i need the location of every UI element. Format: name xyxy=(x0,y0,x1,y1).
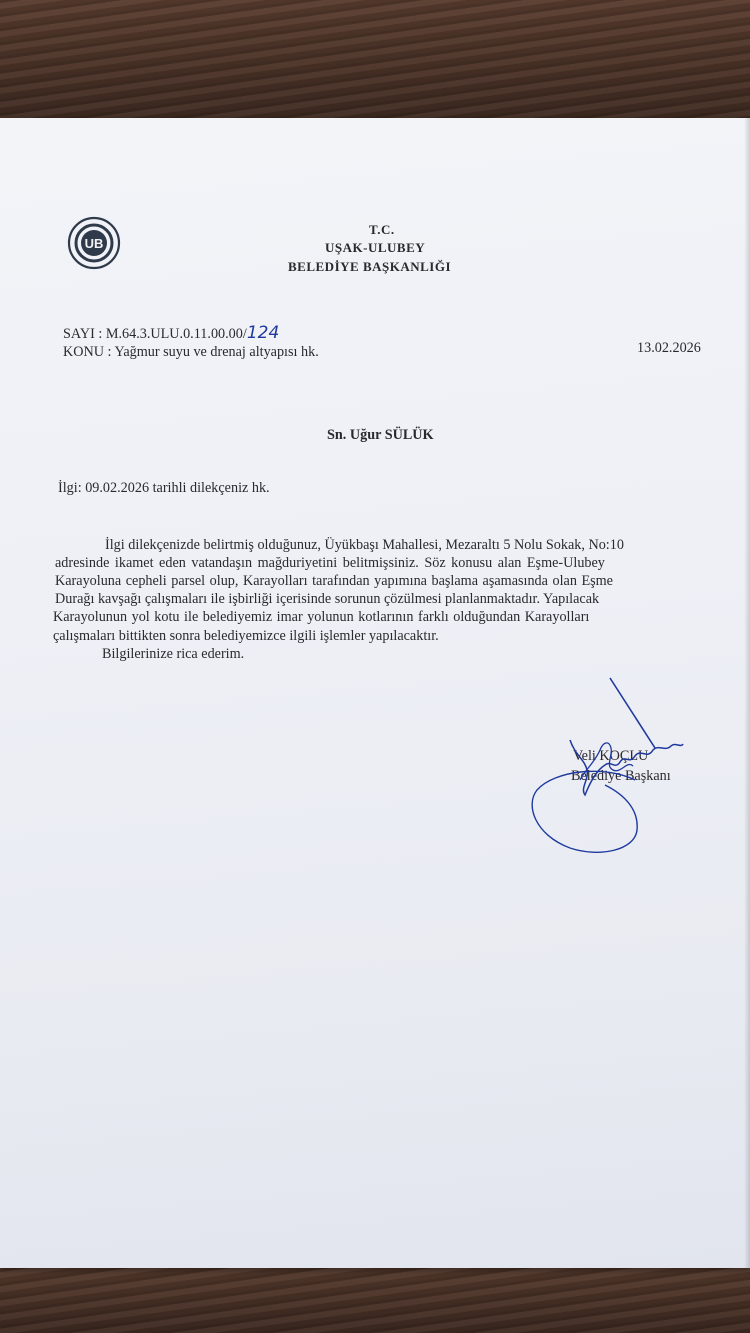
municipality-logo-icon xyxy=(67,216,121,270)
body-line-6: çalışmaları bittikten sonra belediyemizce ilgili işlemler yapılacaktır. xyxy=(53,628,439,644)
konu-line xyxy=(63,344,319,361)
sayi-label: SAYI xyxy=(63,326,95,342)
desk-surface-top xyxy=(0,0,750,130)
body-line-2: adresinde ikamet eden vatandaşın mağduriyetini belitmişsiniz. Söz konusu alan Eşme-Ulubey xyxy=(55,555,605,571)
konu-label: KONU xyxy=(63,344,104,360)
header-office: BELEDİYE BAŞKANLIĞI xyxy=(288,259,452,274)
body-line-4: Durağı kavşağı çalışmaları ile işbirliği içerisinde sorunun çözülmesi planlanmaktadır. Yapılacak xyxy=(55,591,600,607)
body-line-3: Karayoluna cepheli parsel olup, Karayolları tarafından yapımına başlama aşamasında olan Eşme xyxy=(55,573,613,589)
header-tc: T.C. xyxy=(369,222,395,237)
signatory-title: Belediye Başkanı xyxy=(571,768,671,784)
body-line-1: İlgi dilekçenizde belirtmiş olduğunuz, Üyükbaşı Mahallesi, Mezaraltı 5 Nolu Sokak, No:10 xyxy=(105,537,624,553)
konu-value: : Yağmur suyu ve drenaj altyapısı hk. xyxy=(107,344,319,360)
handwritten-signature xyxy=(525,670,700,860)
header-municipality: UŞAK-ULUBEY xyxy=(325,240,426,255)
sayi-value: : M.64.3.ULU.0.11.00.00/ xyxy=(98,326,247,342)
logo-monogram: UB xyxy=(84,236,104,251)
signatory-name: Veli KOÇLU xyxy=(573,748,649,764)
sayi-line xyxy=(63,323,279,343)
document-date: 13.02.2026 xyxy=(637,340,701,356)
sayi-handwritten-number: 124 xyxy=(246,323,280,343)
addressee: Sn. Uğur SÜLÜK xyxy=(327,427,434,443)
closing-line: Bilgilerinize rica ederim. xyxy=(102,646,245,662)
page-edge-shadow xyxy=(744,118,750,1268)
body-line-5: Karayolunun yol kotu ile belediyemiz imar yolunun kotlarının farklı olduğundan Karayolları xyxy=(53,609,590,625)
reference-line: İlgi: 09.02.2026 tarihli dilekçeniz hk. xyxy=(58,480,270,496)
